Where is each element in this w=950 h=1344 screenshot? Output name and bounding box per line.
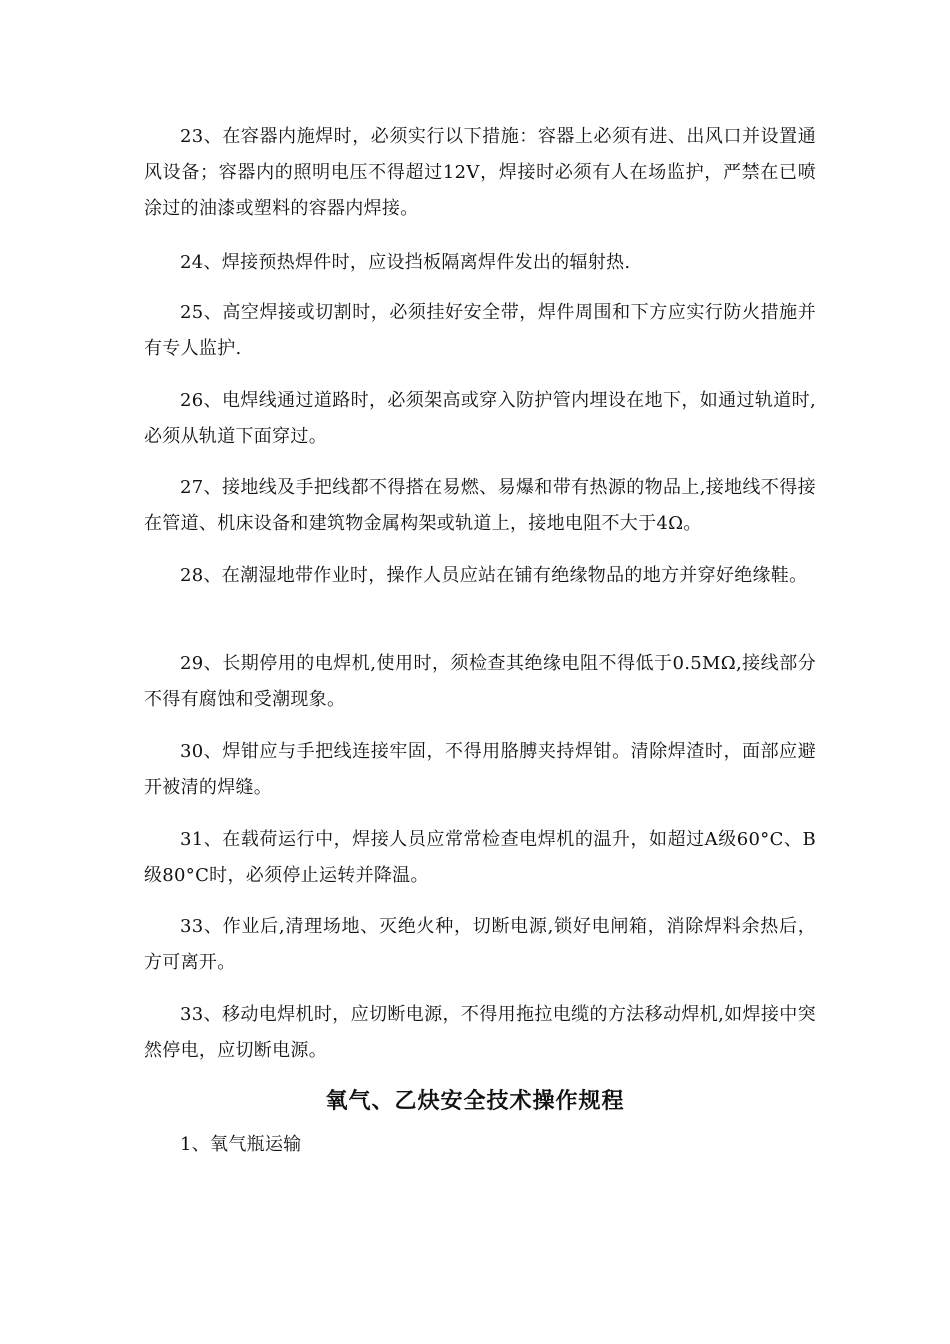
paragraph-33-after-work: 33、作业后,清理场地、灭绝火种，切断电源,锁好电闸箱，消除焊料余热后，方可离开。 (144, 916, 816, 973)
paragraph-23: 23、在容器内施焊时，必须实行以下措施：容器上必须有进、出风口并设置通风设备；容器内的照明电压不得超过12V，焊接时必须有人在场监护，严禁在已喷涂过的油漆或塑料的容器内焊接。 (144, 126, 816, 219)
paragraph-28: 28、在潮湿地带作业时，操作人员应站在铺有绝缘物品的地方并穿好绝缘鞋。 (180, 565, 808, 586)
paragraph-25: 25、高空焊接或切割时，必须挂好安全带，焊件周围和下方应实行防火措施并有专人监护. (144, 302, 816, 359)
section-title: 氧气、乙炔安全技术操作规程 (325, 1089, 625, 1114)
paragraph-31: 31、在载荷运行中，焊接人员应常常检查电焊机的温升，如超过A级60°C、B级80°C时，必须停止运转并降温。 (144, 829, 816, 886)
paragraph-24: 24、焊接预热焊件时，应设挡板隔离焊件发出的辐射热. (180, 252, 631, 273)
paragraph-26: 26、电焊线通过道路时，必须架高或穿入防护管内埋设在地下，如通过轨道时,必须从轨道下面穿过。 (144, 390, 816, 447)
paragraph-29: 29、长期停用的电焊机,使用时，须检查其绝缘电阻不得低于0.5MΩ,接线部分不得有腐蚀和受潮现象。 (144, 653, 816, 710)
paragraph-30: 30、焊钳应与手把线连接牢固，不得用胳膊夹持焊钳。清除焊渣时，面部应避开被清的焊缝。 (144, 741, 816, 798)
paragraph-27: 27、接地线及手把线都不得搭在易燃、易爆和带有热源的物品上,接地线不得接在管道、机床设备和建筑物金属构架或轨道上，接地电阻不大于4Ω。 (144, 477, 816, 534)
section-item-1: 1、氧气瓶运输 (180, 1134, 302, 1155)
paragraph-33-moving-welder: 33、移动电焊机时，应切断电源，不得用拖拉电缆的方法移动焊机,如焊接中突然停电，应切断电源。 (144, 1004, 816, 1061)
